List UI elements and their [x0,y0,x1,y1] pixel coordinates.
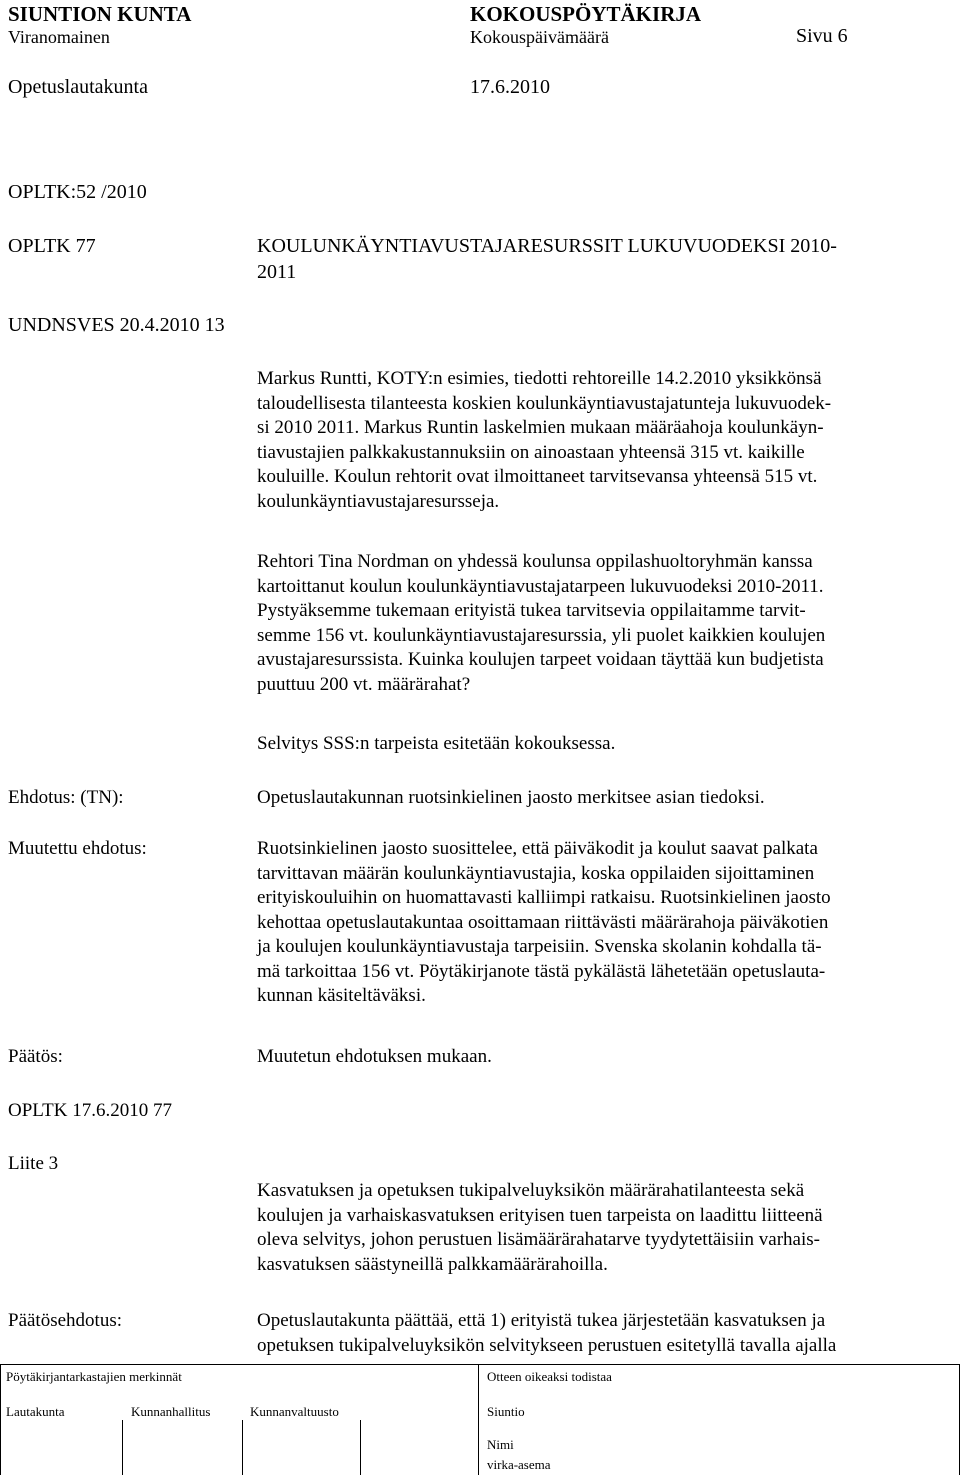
text-line: si 2010 2011. Markus Runtin laskelmien mukaan määräahoja koulunkäyn- [257,417,824,438]
text-line: koulujen ja varhaiskasvatuksen erityisen tuen tarpeista on laadittu liitteenä [257,1204,823,1226]
footer-place: Siuntio [487,1404,525,1419]
text-line: Pystyäksemme tukemaan erityistä tukea tarvitsevia oppilaitamme tarvit- [257,600,806,621]
amended-proposal-text [257,837,831,1009]
text-line: kasvatuksen säästyneillä palkkamäärärahoilla. [257,1253,608,1275]
footer-name-label: Nimi [487,1437,514,1452]
text-line: oleva selvitys, johon perustuen lisämäärärahatarve tyydytettäisiin varhais- [257,1229,820,1250]
meeting-date-label: Kokouspäivämäärä [470,27,609,47]
text-line: koulunkäyntiavustajaresursseja. [257,490,500,512]
decision-label: Päätös: [8,1046,63,1067]
meeting-date: 17.6.2010 [470,76,550,98]
section-2-reference: OPLTK 17.6.2010 77 [8,1100,172,1121]
footer-col-divider [242,1420,243,1475]
page-number: Sivu 6 [796,25,848,47]
text-line: avustajaresurssista. Kuinka koulujen tarpeet voidaan täyttää kun budjetista [257,649,824,670]
reference-1: OPLTK:52 /2010 [8,181,147,203]
amended-proposal-label: Muutettu ehdotus: [8,838,147,859]
reviewers-label: Pöytäkirjantarkastajien merkinnät [6,1369,182,1384]
text-line: erityiskouluihin on huomattavasti kalliimpi ratkaisu. Ruotsinkielinen jaosto [257,887,831,908]
text-line: tiavustajien palkkakustannuksiin on ainoastaan yhteensä 315 vt. kaikille [257,441,805,463]
certified-label: Otteen oikeaksi todistaa [487,1369,612,1384]
text-line: Rehtori Tina Nordman on yhdessä koulunsa oppilashuoltoryhmän kanssa [257,551,813,572]
footer-col-municipal-board: Kunnanhallitus [131,1404,211,1419]
authority-label: Viranomainen [8,27,110,47]
decision-proposal-text [257,1309,836,1358]
footer-left-border [0,1364,1,1475]
text-line: Opetuslautakunta päättää, että 1) erityistä tukea järjestetään kasvatuksen ja [257,1310,826,1331]
text-line: ja koulujen koulunkäyntiavustaja tarpeisiin. Svenska skolanin kohdalla tä- [257,936,822,957]
decision-text: Muutetun ehdotuksen mukaan. [257,1046,492,1067]
text-line: opetuksen tukipalveluyksikön selvitykseen perustuen esitetyllä tavalla ajalla [257,1334,837,1356]
text-line: semme 156 vt. koulunkäyntiavustajaresurssia, yli puolet kaikkien koulujen [257,624,826,646]
footer-col-council: Kunnanvaltuusto [250,1404,339,1419]
text-line: kartoittanut koulun koulunkäyntiavustajatarpeen lukuvuodeksi 2010-2011. [257,575,824,597]
proposal-text: Opetuslautakunnan ruotsinkielinen jaosto merkitsee asian tiedoksi. [257,787,765,808]
section-title-line-1: KOULUNKÄYNTIAVUSTAJARESURSSIT LUKUVUODEKSI 2010- [257,235,837,257]
org-name: SIUNTION KUNTA [8,2,192,26]
footer-col-board: Lautakunta [6,1404,65,1419]
text-line: tarvittavan määrän koulunkäyntiavustajia, koska oppilaiden sijoittaminen [257,862,815,884]
text-line: taloudellisesta tilanteesta koskien koulunkäyntiavustajatunteja lukuvuodek- [257,392,832,414]
paragraph-1 [257,367,831,514]
paragraph-3: Selvitys SSS:n tarpeista esitetään kokouksessa. [257,733,616,754]
text-line: mä tarkoittaa 156 vt. Pöytäkirjanote tästä pykälästä lähetetään opetuslauta- [257,960,826,982]
footer-col-divider [122,1420,123,1475]
section-title-line-2: 2011 [257,261,297,283]
footer-col-divider [360,1420,361,1475]
text-line: Markus Runtti, KOTY:n esimies, tiedotti rehtoreille 14.2.2010 yksikkönsä [257,368,822,389]
reference-3: UNDNSVES 20.4.2010 13 [8,314,225,336]
text-line: kehottaa opetuslautakuntaa osoittamaan riittävästi määrärahoja päiväkotien [257,911,829,933]
document-type: KOKOUSPÖYTÄKIRJA [470,2,702,26]
reference-2: OPLTK 77 [8,235,96,257]
text-line: kunnan käsiteltäväksi. [257,985,426,1006]
text-line: puuttuu 200 vt. määrärahat? [257,673,471,695]
text-line: kouluille. Koulun rehtorit ovat ilmoittaneet tarvitsevansa yhteensä 515 vt. [257,466,818,487]
proposal-label: Ehdotus: (TN): [8,787,124,808]
footer-top-border [0,1364,960,1365]
text-line: Kasvatuksen ja opetuksen tukipalveluyksikön määrärahatilanteesta sekä [257,1180,805,1201]
footer-divider [478,1364,479,1475]
footer-title-label: virka-asema [487,1457,551,1472]
authority: Opetuslautakunta [8,76,148,98]
attachment-label: Liite 3 [8,1153,59,1174]
section-2-text [257,1179,823,1277]
paragraph-2 [257,550,825,697]
decision-proposal-label: Päätösehdotus: [8,1310,122,1331]
text-line: Ruotsinkielinen jaosto suosittelee, että päiväkodit ja koulut saavat palkata [257,838,818,859]
